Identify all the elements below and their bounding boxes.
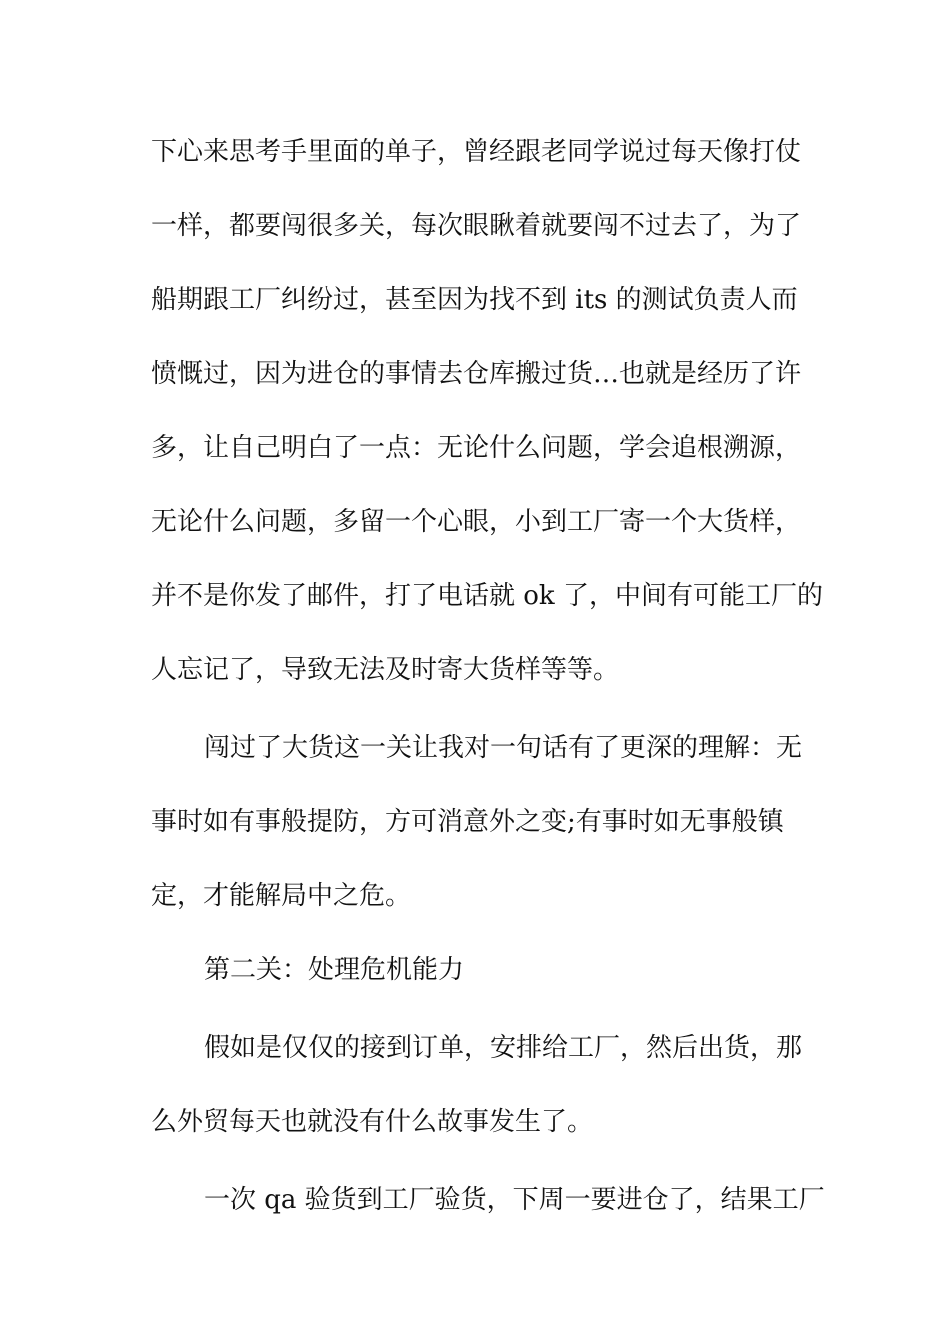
text-line-2: 一样，都要闯很多关，每次眼瞅着就要闯不过去了，为了 xyxy=(151,211,802,241)
text-line-7: 并不是你发了邮件，打了电话就 ok 了，中间有可能工厂的 xyxy=(151,581,823,611)
text-line-5: 多，让自己明白了一点：无论什么问题，学会追根溯源， xyxy=(151,433,802,463)
text-line-4: 愤慨过，因为进仓的事情去仓库搬过货…也就是经历了许 xyxy=(151,359,802,389)
text-line-8: 人忘记了，导致无法及时寄大货样等等。 xyxy=(151,655,620,685)
section-heading: 第二关：处理危机能力 xyxy=(204,955,465,985)
text-line-9: 闯过了大货这一关让我对一句话有了更深的理解：无 xyxy=(204,733,803,763)
text-line-11: 定，才能解局中之危。 xyxy=(151,881,412,911)
text-line-6: 无论什么问题，多留一个心眼，小到工厂寄一个大货样， xyxy=(151,507,802,537)
text-line-1: 下心来思考手里面的单子，曾经跟老同学说过每天像打仗 xyxy=(151,137,802,167)
text-line-3: 船期跟工厂纠纷过，甚至因为找不到 its 的测试负责人而 xyxy=(151,285,798,315)
text-line-13: 假如是仅仅的接到订单，安排给工厂，然后出货，那 xyxy=(204,1033,803,1063)
text-line-10: 事时如有事般提防，方可消意外之变;有事时如无事般镇 xyxy=(151,807,784,837)
text-line-14: 么外贸每天也就没有什么故事发生了。 xyxy=(151,1107,594,1137)
text-line-15: 一次 qa 验货到工厂验货，下周一要进仓了，结果工厂 xyxy=(204,1185,825,1215)
